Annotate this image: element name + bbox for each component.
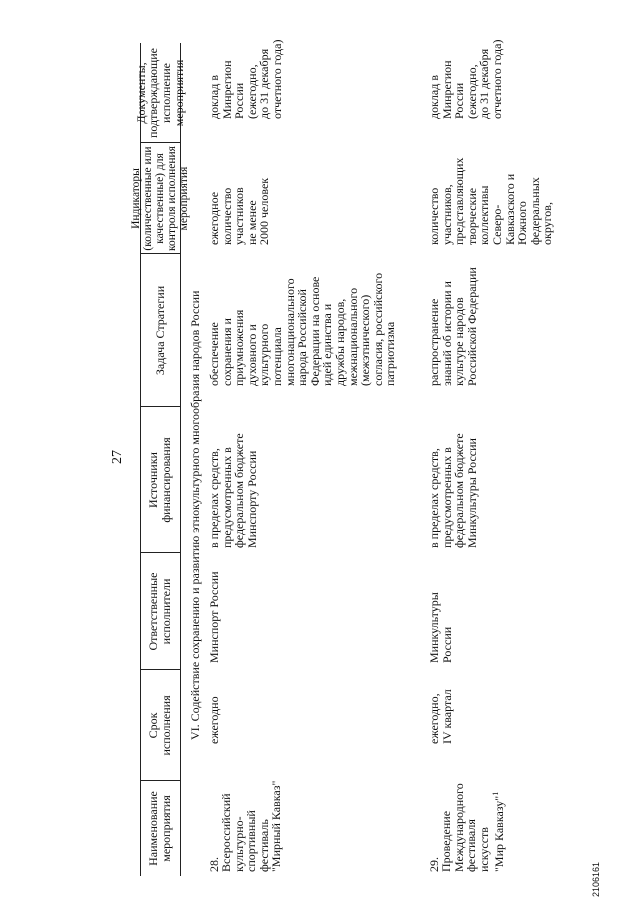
row-28-indicators: ежегодное количество участников не менее 2000 человек: [207, 177, 272, 245]
row-29-documents: доклад в Минрегион России (ежегодно, до 31 декабря отчетного года): [427, 39, 504, 119]
header-indicators: Индикаторы (количественные или качественные) для контроля исполнения мероприятия: [130, 146, 190, 251]
row-28-documents: доклад в Минрегион России (ежегодно, до 31 декабря отчетного года): [207, 39, 284, 119]
row-28-funding: в пределах средств, предусмотренных в федеральном бюджете Минспорту России: [207, 433, 259, 548]
header-executors: Ответственные исполнители: [146, 572, 173, 651]
row-28-task: обеспечение сохранения и приумножения духовного и культурного потенциала многонационального народа Российской Федерации на основе идей единства и дружбы народов, межнационального (межэтнического) согласия, российского патриотизма: [207, 272, 398, 386]
footnote-marker: 1: [491, 791, 501, 796]
row-29-name-text: Проведение Международного фестиваля искусств "Мир Кавказу": [439, 783, 507, 872]
header-name: Наименование мероприятия: [146, 791, 173, 866]
row-29-indicators: количество участников, представляющих творческие коллективы Северо- Кавказского и Южного федеральных округов,: [427, 157, 555, 245]
header-deadline: Срок исполнения: [146, 695, 173, 756]
row-29-name: [440, 772, 506, 872]
section-title: VI. Содействие сохранению и развитию этнокультурного многообразия народов России: [188, 290, 202, 740]
row-28-name: Всероссийский культурно- спортивный фестиваль "Мирный Кавказ": [219, 780, 284, 872]
page-number: 27: [110, 450, 125, 464]
row-29-deadline: ежегодно, IV квартал: [427, 689, 454, 744]
row-29-executors: Минкультуры России: [427, 592, 454, 663]
header-documents: Документы, подтверждающие исполнение мероприятия: [133, 47, 186, 139]
row-28-executors: Минспорт России: [207, 571, 221, 663]
document-id: 2106161: [591, 861, 601, 897]
row-28-deadline: ежегодно: [207, 696, 221, 744]
header-funding: Источники финансирования: [146, 437, 173, 523]
row-28-number: 28.: [207, 857, 221, 872]
row-29-funding: в пределах средств, предусмотренных в федеральном бюджете Минкультуры России: [427, 433, 479, 548]
header-task: Задача Стратегии: [152, 285, 167, 376]
row-29-number: 29.: [427, 857, 441, 872]
row-29-task: распространение знаний об истории и культуре народов Российской Федерации: [427, 267, 479, 386]
